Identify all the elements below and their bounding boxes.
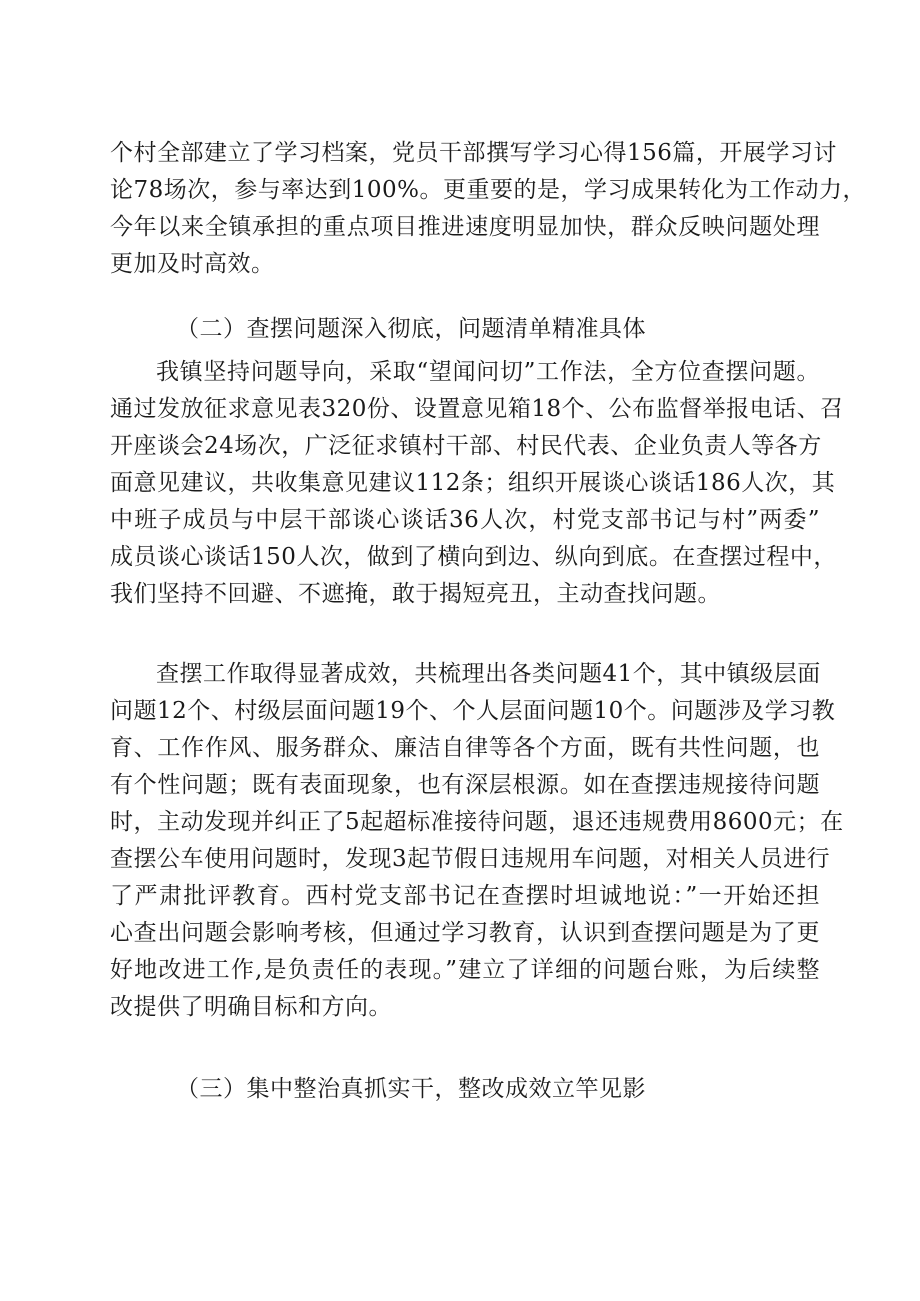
text-line: 我们坚持不回避、不遮掩，敢于揭短亮丑，主动查找问题。 (110, 581, 721, 607)
text-line: 今年以来全镇承担的重点项目推进速度明显加快，群众反映问题处理 (110, 214, 820, 240)
text-line: 查摆公车使用问题时，发现3起节假日违规用车问题，对相关人员进行 (110, 846, 831, 872)
body-paragraph-1 (110, 135, 867, 283)
text-line: 好地改进工作,是负责任的表现。”建立了详细的问题台账，为后续整 (110, 957, 820, 983)
text-line: 改提供了明确目标和方向。 (110, 994, 392, 1020)
text-line: 个村全部建立了学习档案，党员干部撰写学习心得156篇，开展学习讨 (110, 140, 837, 166)
text-line: 成员谈心谈话150人次，做到了横向到边、纵向到底。在查摆过程中， (110, 544, 837, 570)
text-line: 中班子成员与中层干部谈心谈话36人次，村党支部书记与村”两委” (110, 507, 820, 533)
text-line: 时，主动发现并纠正了5起超标准接待问题，退还违规费用8600元；在 (110, 809, 844, 835)
text-line: 面意见建议，共收集意见建议112条；组织开展谈心谈话186人次，其 (110, 470, 836, 496)
text-line: 我镇坚持问题导向，采取“望闻问切”工作法，全方位查摆问题。 (156, 359, 820, 385)
text-line: 心查出问题会影响考核，但通过学习教育，认识到查摆问题是为了更 (110, 920, 820, 946)
text-line: 论78场次，参与率达到100%。更重要的是，学习成果转化为工作动力， (110, 177, 867, 203)
text-line: 了严肃批评教育。西村党支部书记在查摆时坦诚地说：”一开始还担 (110, 883, 820, 909)
text-line: 更加及时高效。 (110, 251, 275, 277)
section-heading-3: （三）集中整治真抓实干，整改成效立竿见影 (176, 1076, 646, 1102)
text-line: 通过发放征求意见表320份、设置意见箱18个、公布监督举报电话、召 (110, 396, 844, 422)
text-line: 查摆工作取得显著成效，共梳理出各类问题41个，其中镇级层面 (156, 661, 821, 687)
text-line: 育、工作作风、服务群众、廉洁自律等各个方面，既有共性问题，也 (110, 735, 820, 761)
text-line: 问题12个、村级层面问题19个、个人层面问题10个。问题涉及学习教 (110, 698, 836, 724)
body-paragraph-3 (110, 656, 844, 1026)
text-line: 开座谈会24场次，广泛征求镇村干部、村民代表、企业负责人等各方 (110, 433, 822, 459)
text-line: 有个性问题；既有表面现象，也有深层根源。如在查摆违规接待问题 (110, 772, 820, 798)
section-heading-2: （二）查摆问题深入彻底，问题清单精准具体 (176, 316, 646, 342)
body-paragraph-2 (110, 354, 844, 613)
